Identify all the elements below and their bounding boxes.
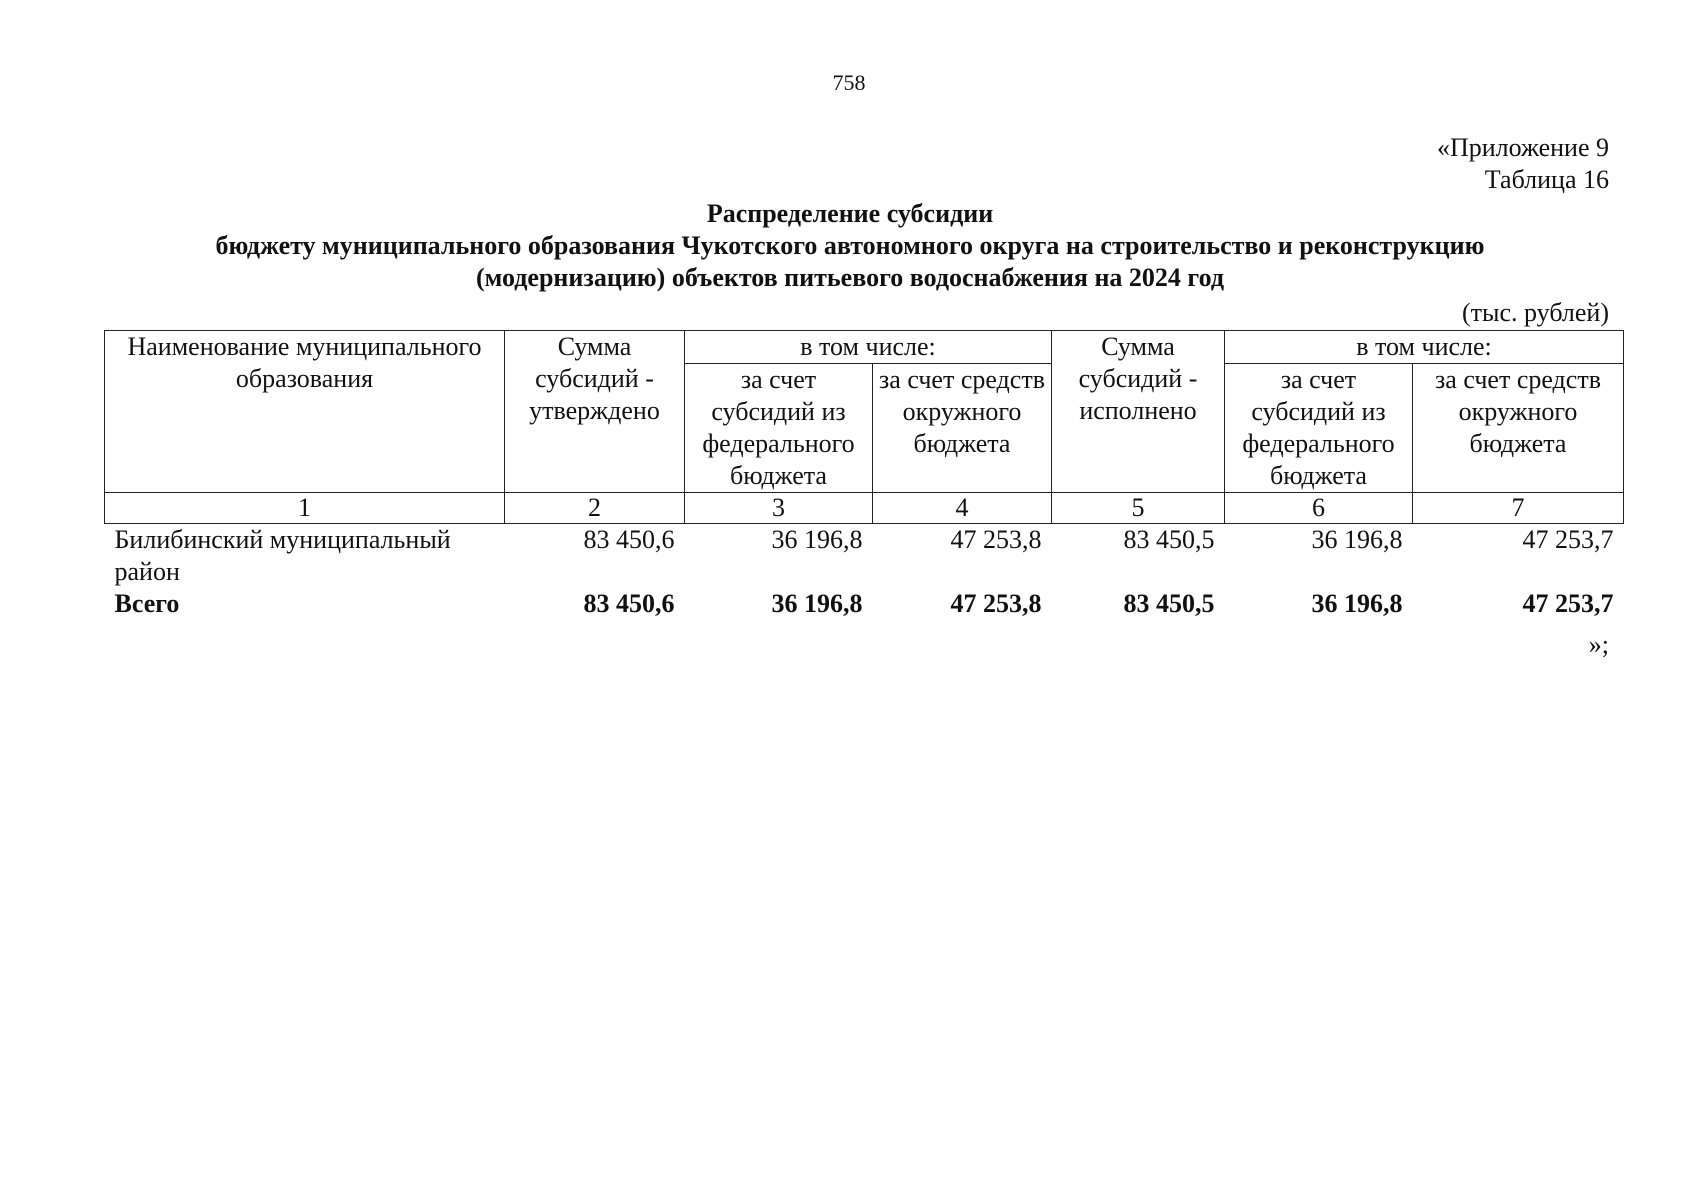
row-district-executed: 47 253,7 xyxy=(1522,525,1614,554)
total-federal-approved: 36 196,8 xyxy=(771,589,863,618)
column-number: 5 xyxy=(1052,493,1225,524)
header-federal-approved: за счет субсидий из федерального бюджета xyxy=(685,364,873,493)
header-district-executed: за счет средств окружного бюджета xyxy=(1413,364,1624,493)
header-name: Наименование муниципального образования xyxy=(105,331,505,493)
subsidy-table xyxy=(104,330,1624,620)
title-line-2: бюджету муниципального образования Чукотского автономного округа на строительство и реконструкцию xyxy=(215,231,1485,260)
page-number: 758 xyxy=(832,70,866,95)
header-sum-executed: Сумма субсидий - исполнено xyxy=(1052,331,1225,493)
total-sum-executed: 83 450,5 xyxy=(1123,589,1215,618)
appendix-heading xyxy=(1437,132,1609,196)
row-district-approved: 47 253,8 xyxy=(950,525,1042,554)
appendix-label: «Приложение 9 xyxy=(1436,133,1609,162)
header-row-top xyxy=(105,331,1624,364)
units-note: (тыс. рублей) xyxy=(1461,298,1609,327)
header-including-executed: в том числе: xyxy=(1225,331,1624,364)
column-number: 7 xyxy=(1413,493,1624,524)
column-number: 3 xyxy=(685,493,873,524)
closing-quote-mark: »; xyxy=(1588,630,1609,659)
table-label: Таблица 16 xyxy=(1484,165,1609,194)
table-row xyxy=(105,524,1624,589)
row-federal-approved: 36 196,8 xyxy=(771,525,863,554)
row-name: Билибинский муниципальный район xyxy=(114,525,451,586)
header-federal-executed: за счет субсидий из федерального бюджета xyxy=(1225,364,1413,493)
total-row xyxy=(105,588,1624,620)
document-title xyxy=(100,198,1600,294)
total-sum-approved: 83 450,6 xyxy=(583,589,675,618)
title-line-1: Распределение субсидии xyxy=(706,199,994,228)
title-line-3: (модернизацию) объектов питьевого водоснабжения на 2024 год xyxy=(476,263,1224,292)
row-sum-executed: 83 450,5 xyxy=(1123,525,1215,554)
column-number: 4 xyxy=(873,493,1052,524)
column-number: 6 xyxy=(1225,493,1413,524)
total-label: Всего xyxy=(114,589,180,618)
header-district-approved: за счет средств окружного бюджета xyxy=(873,364,1052,493)
header-including-approved: в том числе: xyxy=(685,331,1052,364)
total-federal-executed: 36 196,8 xyxy=(1311,589,1403,618)
row-federal-executed: 36 196,8 xyxy=(1311,525,1403,554)
column-number: 2 xyxy=(505,493,685,524)
header-sum-approved: Сумма субсидий - утверждено xyxy=(505,331,685,493)
row-sum-approved: 83 450,6 xyxy=(583,525,675,554)
column-number: 1 xyxy=(105,493,505,524)
total-district-executed: 47 253,7 xyxy=(1522,589,1614,618)
column-number-row xyxy=(105,493,1624,524)
total-district-approved: 47 253,8 xyxy=(950,589,1042,618)
